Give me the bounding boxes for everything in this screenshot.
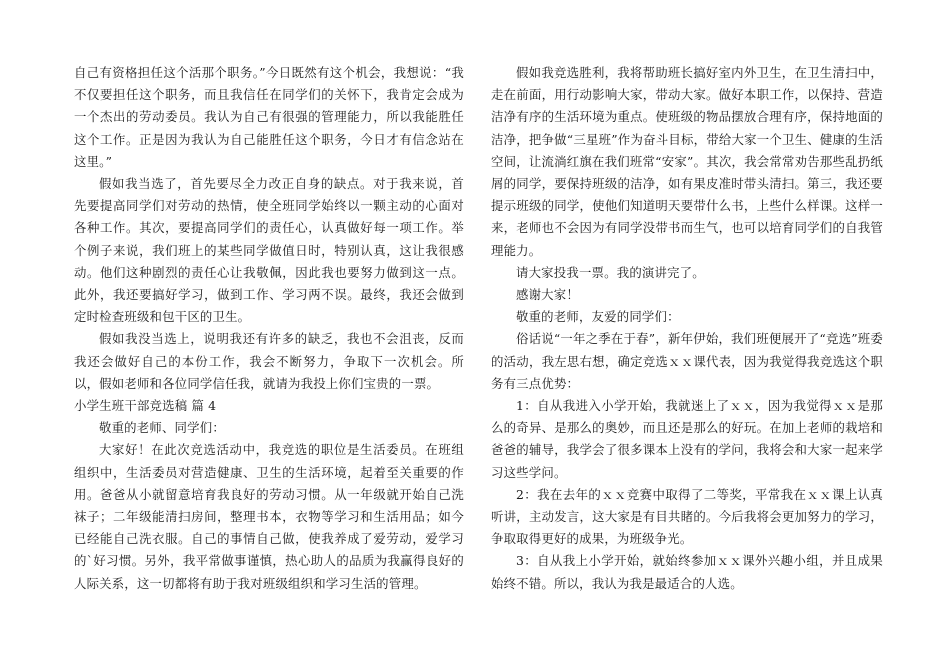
paragraph: 自己有资格担任这个活那个职务。”今日既然有这个机会，我想说：“我不仅要担任这个职务，而且我信任在同学们的关怀下，我肯定会成为一个杰出的劳动委员。我认为自己有很强的管理能力，所以我能胜任这个工作。正是因为我认为自己能胜任这个职务，今日才有信念站在这里。”	[74, 65, 464, 169]
salutation: 敬重的老师，友爱的同学们：	[516, 309, 680, 325]
list-item: 1：自从我进入小学开始，我就迷上了ｘｘ，因为我觉得ｘｘ是那么的奇异、是那么的奥妙，而且还是那么的好玩。在加上老师的栽培和爸爸的辅导，我学会了很多课本上没有的学问，我将会和大家一起来学习这些学问。	[491, 398, 883, 480]
paragraph: 假如我当选了，首先要尽全力改正自身的缺点。对于我来说，首先要提高同学们对劳动的热情，使全班同学始终以一颗主动的心面对各种工作。其次，要提高同学们的责任心，认真做好每一项工作。举个例子来说，我们班上的某些同学做值日时，特别认真，这让我很感动。他们这种剧烈的责任心让我敬佩，因此我也要努力做到这一点。此外，我还要搞好学习，做到工作、学习两不误。最终，我还会做到定时检查班级和包干区的卫生。	[74, 176, 464, 325]
paragraph: 请大家投我一票。我的演讲完了。	[516, 264, 705, 280]
paragraph: 假如我竞选胜利，我将帮助班长搞好室内外卫生，在卫生清扫中，走在前面，用行动影响大家，带动大家。做好本职工作，以保持、营造洁净有序的生活环境为重点。使班级的物品摆放合理有序，保持地面的洁净，把争做“三星班”作为奋斗目标，带给大家一个卫生、健康的生活空间，让流淌红旗在我们班常“安家”。其次，我会常常劝告那些乱扔纸屑的同学，要保持班级的洁净，如有果皮准时带头清扫。第三，我还要提示班级的同学，使他们知道明天要带什么书，上些什么样课。这样一来，老师也不会因为有同学没带书而生气，也可以培育同学们的自我管理能力。	[491, 65, 883, 258]
list-item: 2：我在去年的ｘｘ竞赛中取得了二等奖，平常我在ｘｘ课上认真听讲，主动发言，这大家是有目共睹的。今后我将会更加努力的学习，争取取得更好的成果，为班级争光。	[491, 486, 883, 547]
left-text-column	[74, 62, 464, 595]
salutation: 敬重的老师、同学们：	[99, 420, 225, 436]
paragraph: 大家好！在此次竞选活动中，我竞选的职位是生活委员。在班组组织中，生活委员对营造健康、卫生的生活环境，起着至关重要的作用。爸爸从小就留意培育我良好的劳动习惯。从一年级就开始自己洗袜子；二年级能清扫房间，整理书本，衣物等学习和生活用品；如今已经能自己洗衣服。自己的事情自己做，使我养成了爱劳动，爱学习的`好习惯。另外，我平常做事谨慎，热心助人的品质为我赢得良好的人际关系，这一切都将有助于我对班级组织和学习生活的管理。	[74, 442, 464, 591]
closing-line: 感谢大家！	[516, 287, 579, 303]
paragraph: 假如我没当选上，说明我还有许多的缺乏，我也不会沮丧，反而我还会做好自己的本份工作，我会不断努力，争取下一次机会。所以，假如老师和各位同学信任我，就请为我投上你们宝贵的一票。	[74, 331, 464, 391]
right-text-column	[491, 62, 883, 595]
list-item: 3：自从我上小学开始，就始终参加ｘｘ课外兴趣小组，并且成果始终不错。所以，我认为我是最适合的人选。	[491, 553, 883, 591]
paragraph: 俗话说“一年之季在于春”，新年伊始，我们班便展开了“竞选”班委的活动，我左思右想，确定竞选ｘｘ课代表，因为我觉得我竞选这个职务有三点优势：	[491, 331, 883, 391]
section-title: 小学生班干部竞选稿 篇 4	[74, 398, 217, 414]
